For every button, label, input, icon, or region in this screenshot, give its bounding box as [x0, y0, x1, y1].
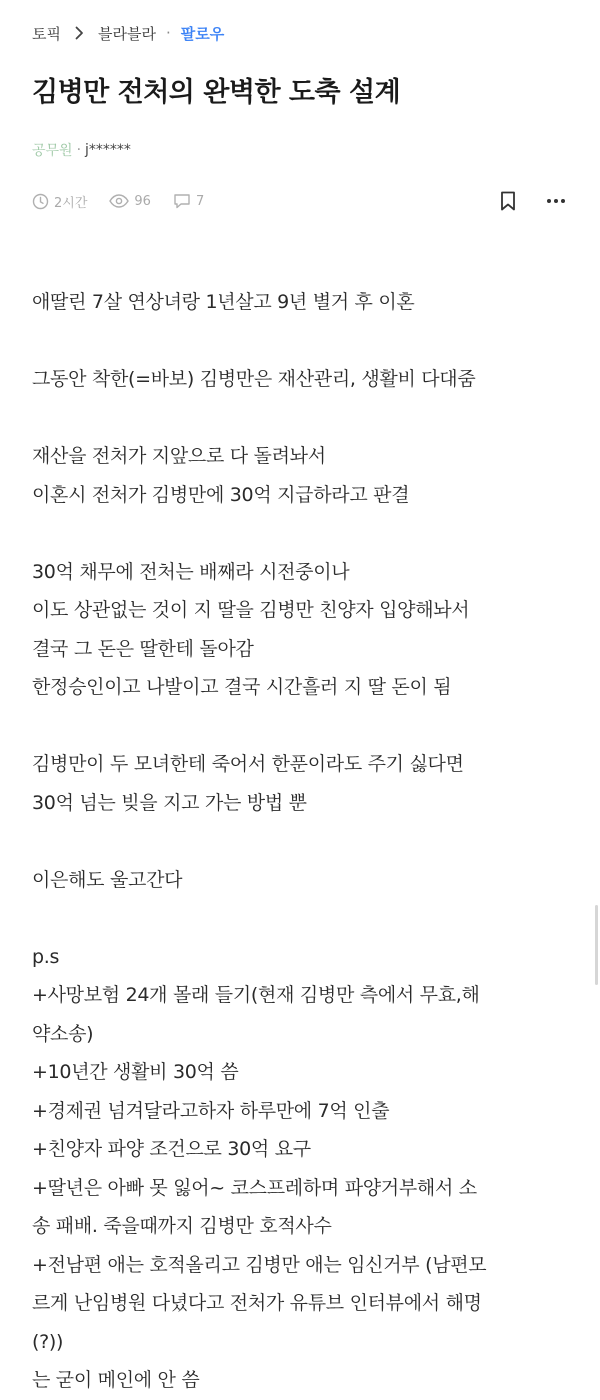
post-body-line: 30억 채무에 전처는 배째라 시전중이나 [32, 560, 350, 583]
author-info [32, 140, 131, 160]
post-body-line: (?)) [32, 1330, 64, 1353]
post-body-line: +친양자 파양 조건으로 30억 요구 [32, 1138, 311, 1160]
post-body-line [32, 514, 576, 553]
post-body-line: 는 굳이 메인에 안 씀 [32, 1369, 200, 1391]
post-comments[interactable] [173, 193, 204, 210]
post-body [32, 283, 576, 1400]
post-body-line: 한정승인이고 나발이고 결국 시간흘러 지 딸 돈이 됨 [32, 676, 452, 698]
post-body-line: 그동안 착한(=바보) 김병만은 재산관리, 생활비 다대줌 [32, 368, 476, 390]
breadcrumb-board[interactable]: 블라블라 [97, 24, 156, 43]
post-body-line [32, 899, 576, 938]
author-separator: · [76, 142, 82, 158]
post-body-line: 재산을 전처가 지앞으로 다 돌려놔서 [32, 445, 326, 467]
post-body-line: 송 패배. 죽을때까지 김병만 호적사수 [32, 1215, 332, 1237]
post-body-line: +딸년은 아빠 못 잃어~ 코스프레하며 파양거부해서 소 [32, 1176, 477, 1199]
bookmark-button[interactable] [494, 187, 522, 215]
breadcrumb [32, 20, 224, 46]
more-options-button[interactable] [542, 187, 570, 215]
post-body-line: +10년간 생활비 30억 씀 [32, 1061, 239, 1083]
breadcrumb-topic[interactable]: 토픽 [32, 24, 61, 43]
post-body-line: 결국 그 돈은 딸한테 돌아감 [32, 637, 254, 660]
clock-icon [32, 193, 49, 210]
post-body-line: 애딸린 7살 연상녀랑 1년살고 9년 별거 후 이혼 [32, 291, 415, 313]
author-nickname[interactable]: j****** [85, 142, 131, 158]
scrollbar[interactable] [595, 905, 598, 985]
post-body-line [32, 322, 576, 361]
post-body-line: 이은해도 울고간다 [32, 868, 183, 891]
bookmark-icon [500, 191, 516, 211]
post-comments-count: 7 [195, 193, 205, 209]
post-body-line: +전남편 애는 호적올리고 김병만 애는 임신거부 (남편모 [32, 1253, 487, 1276]
post-body-line: 30억 넘는 빚을 지고 가는 방법 뿐 [32, 791, 307, 814]
author-company[interactable]: 공무원 [32, 143, 73, 159]
post-body-line [32, 399, 576, 438]
post-time [32, 192, 87, 211]
comment-icon [173, 193, 191, 210]
more-icon [546, 198, 566, 204]
post-views [109, 194, 151, 209]
post-body-line: 이도 상관없는 것이 지 딸을 김병만 친양자 입양해놔서 [32, 599, 470, 621]
post-time-text: 2시간 [54, 195, 88, 211]
post-body-line: 약소송) [32, 1022, 94, 1045]
post-body-line: 르게 난임병원 다녔다고 전처가 유튜브 인터뷰에서 해명 [32, 1292, 482, 1314]
follow-button[interactable]: 팔로우 [180, 24, 225, 43]
post-body-line: 이혼시 전처가 김병만에 30억 지급하라고 판결 [32, 483, 410, 506]
chevron-right-icon [75, 26, 84, 40]
post-body-line: +사망보험 24개 몰래 들기(현재 김병만 측에서 무효,해 [32, 984, 480, 1006]
post-title: 김병만 전처의 완벽한 도축 설계 [32, 77, 401, 108]
post-body-line: 김병만이 두 모녀한테 죽어서 한푼이라도 주기 싫다면 [32, 753, 464, 775]
post-meta [32, 188, 570, 214]
post-body-line [32, 707, 576, 746]
breadcrumb-separator: · [165, 24, 171, 42]
post-body-line [32, 822, 576, 861]
post-body-line: p.s [32, 945, 60, 968]
post-body-line: +경제권 넘겨달라고하자 하루만에 7억 인출 [32, 1099, 390, 1122]
eye-icon [109, 194, 129, 208]
post-views-count: 96 [134, 193, 151, 209]
